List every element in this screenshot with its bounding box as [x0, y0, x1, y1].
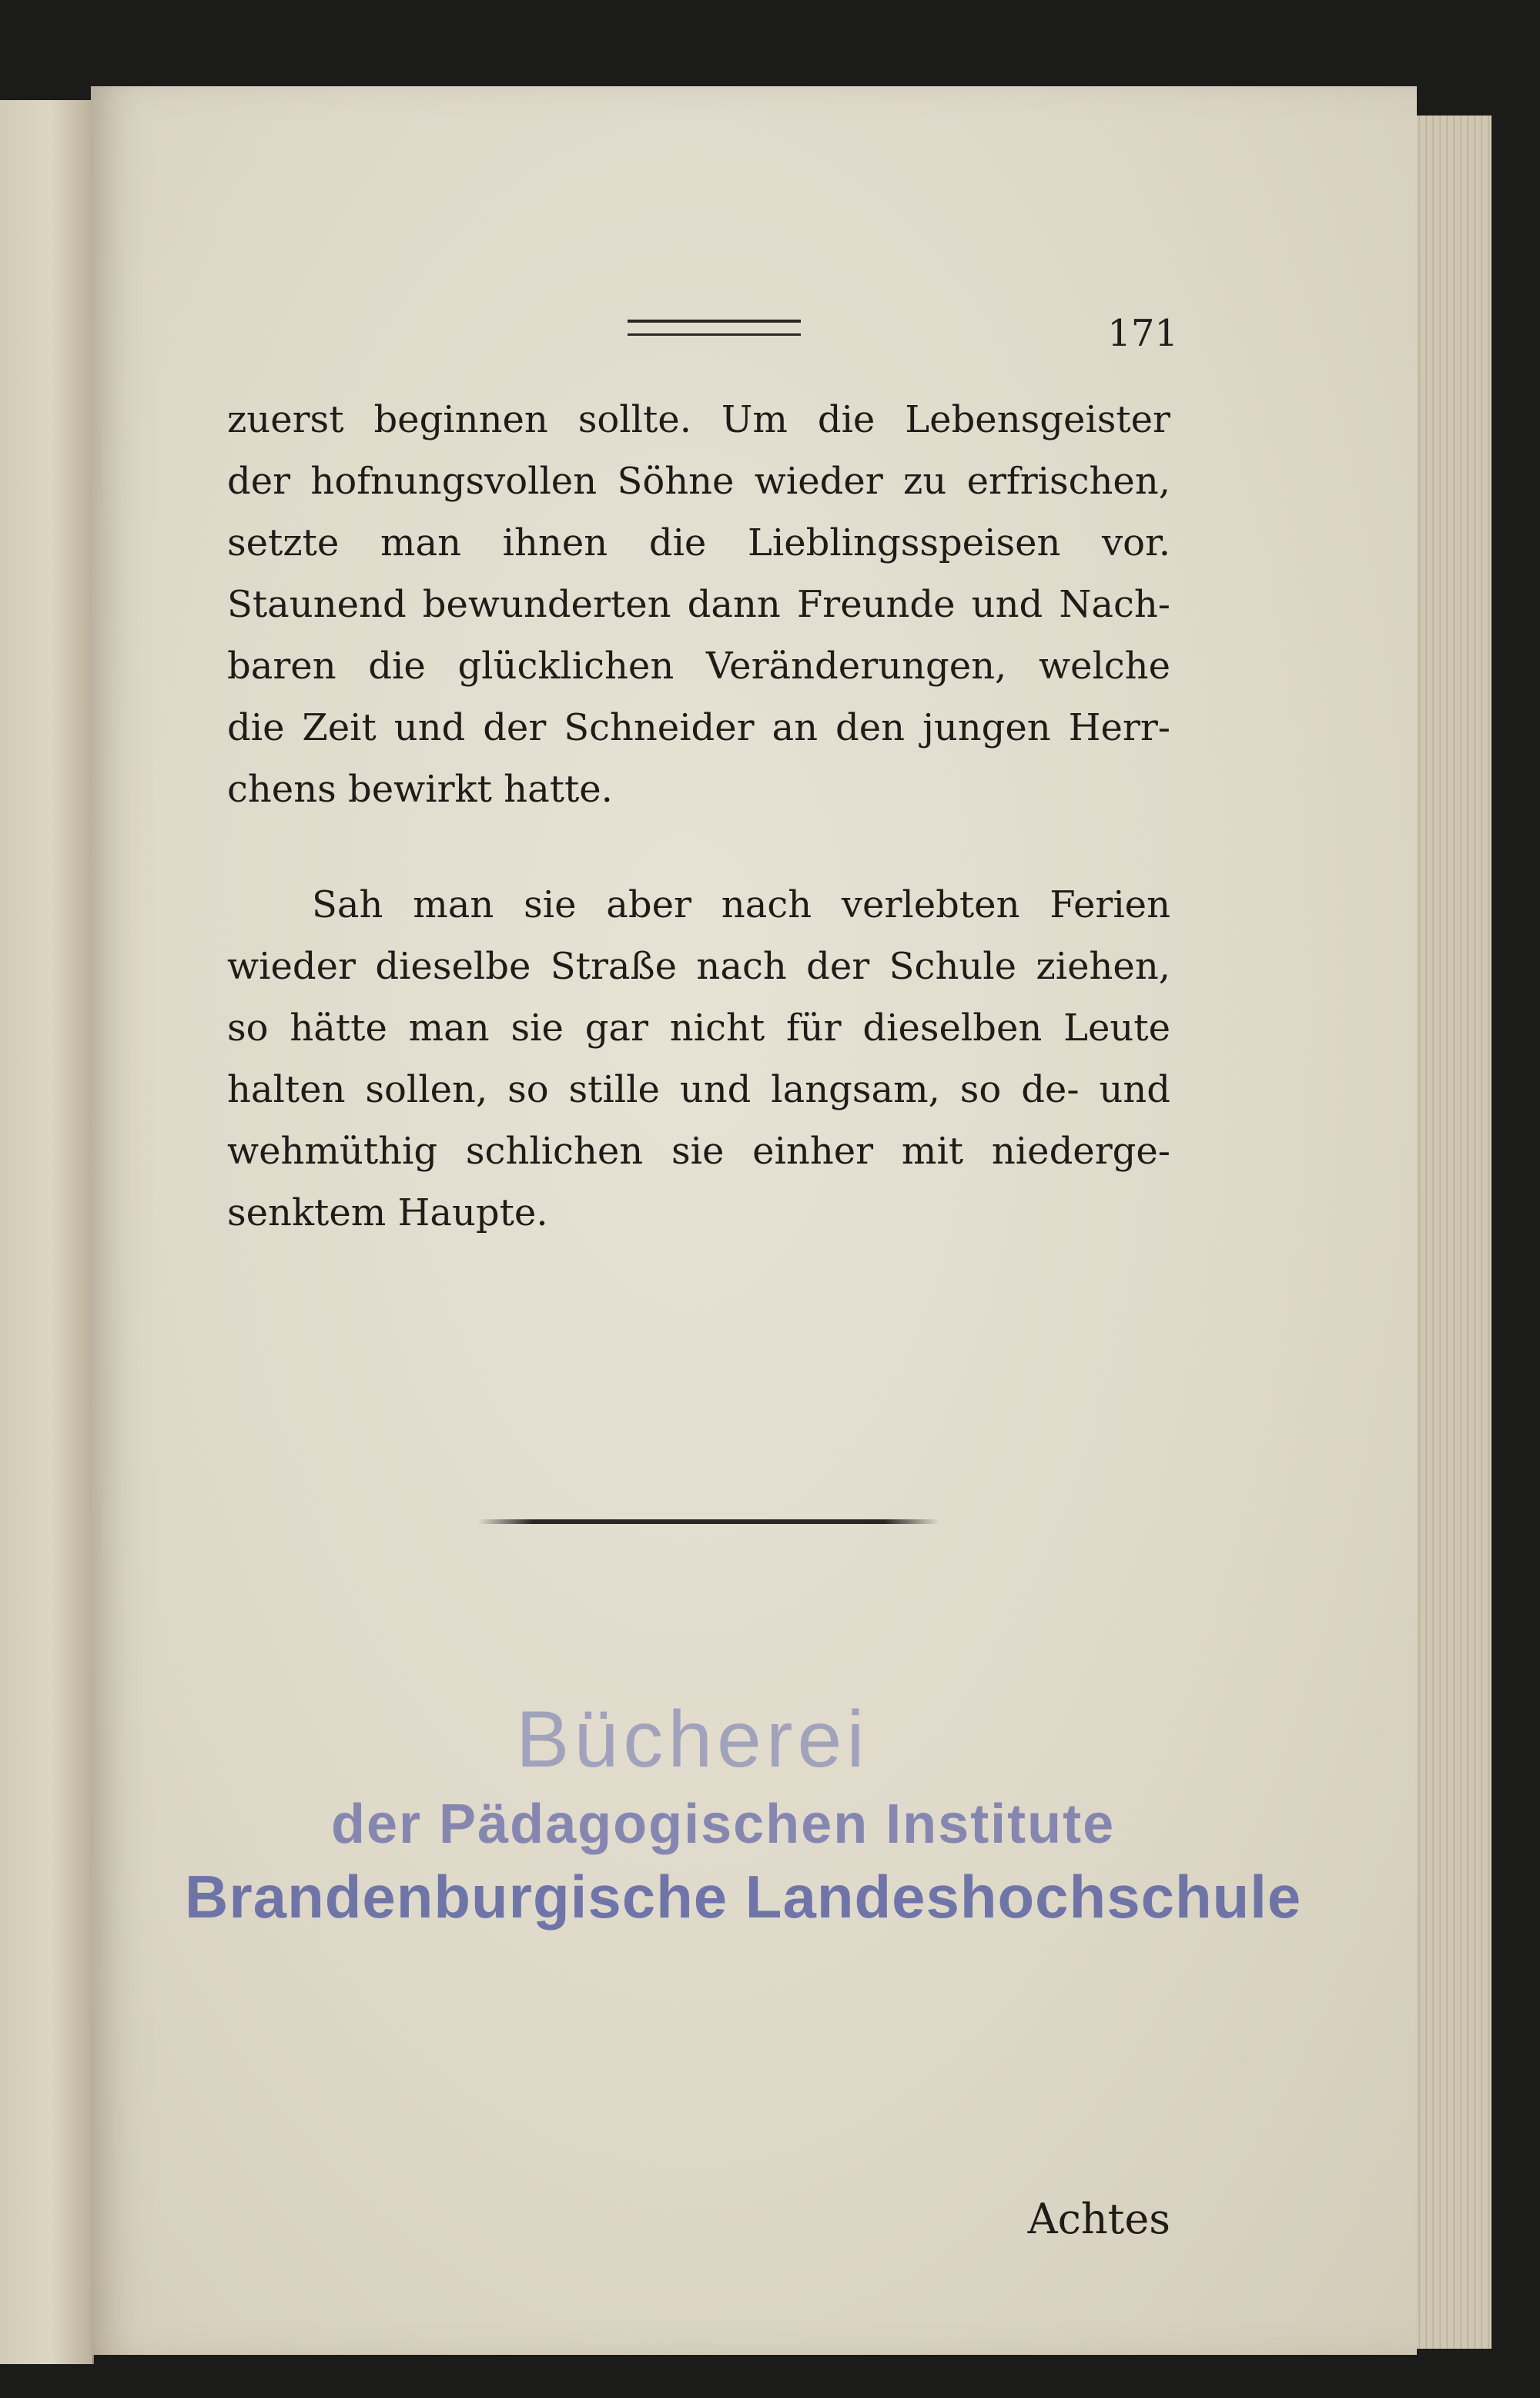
text-line: Sah man sie aber nach verlebten Ferien [312, 883, 1170, 926]
text-line: so hätte man sie gar nicht für dieselben Leute [227, 1006, 1170, 1050]
text-line: chens bewirkt hatte. [227, 768, 613, 811]
page-edges [1413, 116, 1491, 2349]
text-line: die Zeit und der Schneider an den jungen Herr- [227, 706, 1170, 749]
text-line: wehmüthig schlichen sie einher mit niederge- [227, 1130, 1170, 1173]
stamp-title: Bücherei [516, 1695, 869, 1784]
page-number: 171 [1107, 312, 1178, 355]
stamp-school: Brandenburgische Landeshochschule [185, 1863, 1302, 1931]
text-line: baren die glücklichen Veränderungen, welche [227, 645, 1170, 688]
text-line: Staunend bewunderten dann Freunde und Nach- [227, 583, 1170, 626]
stamp-institute: der Pädagogischen Institute [331, 1793, 1116, 1855]
left-facing-page [0, 100, 94, 2364]
text-line: senktem Haupte. [227, 1191, 548, 1234]
paragraph-2 [227, 874, 1170, 1244]
body-text [227, 389, 1170, 1244]
text-line: halten sollen, so stille und langsam, so de- und [227, 1068, 1170, 1111]
header-rule [628, 320, 801, 336]
paragraph-1 [227, 389, 1170, 820]
section-end-rule [477, 1519, 939, 1524]
library-stamp [177, 1694, 1301, 1948]
text-line: setzte man ihnen die Lieblingsspeisen vor. [227, 521, 1170, 564]
text-line: der hofnungsvollen Söhne wieder zu erfrischen, [227, 460, 1170, 503]
text-line: wieder dieselbe Straße nach der Schule ziehen, [227, 945, 1170, 988]
text-line: zuerst beginnen sollte. Um die Lebensgeister [227, 398, 1170, 441]
catchword: Achtes [1027, 2195, 1170, 2243]
